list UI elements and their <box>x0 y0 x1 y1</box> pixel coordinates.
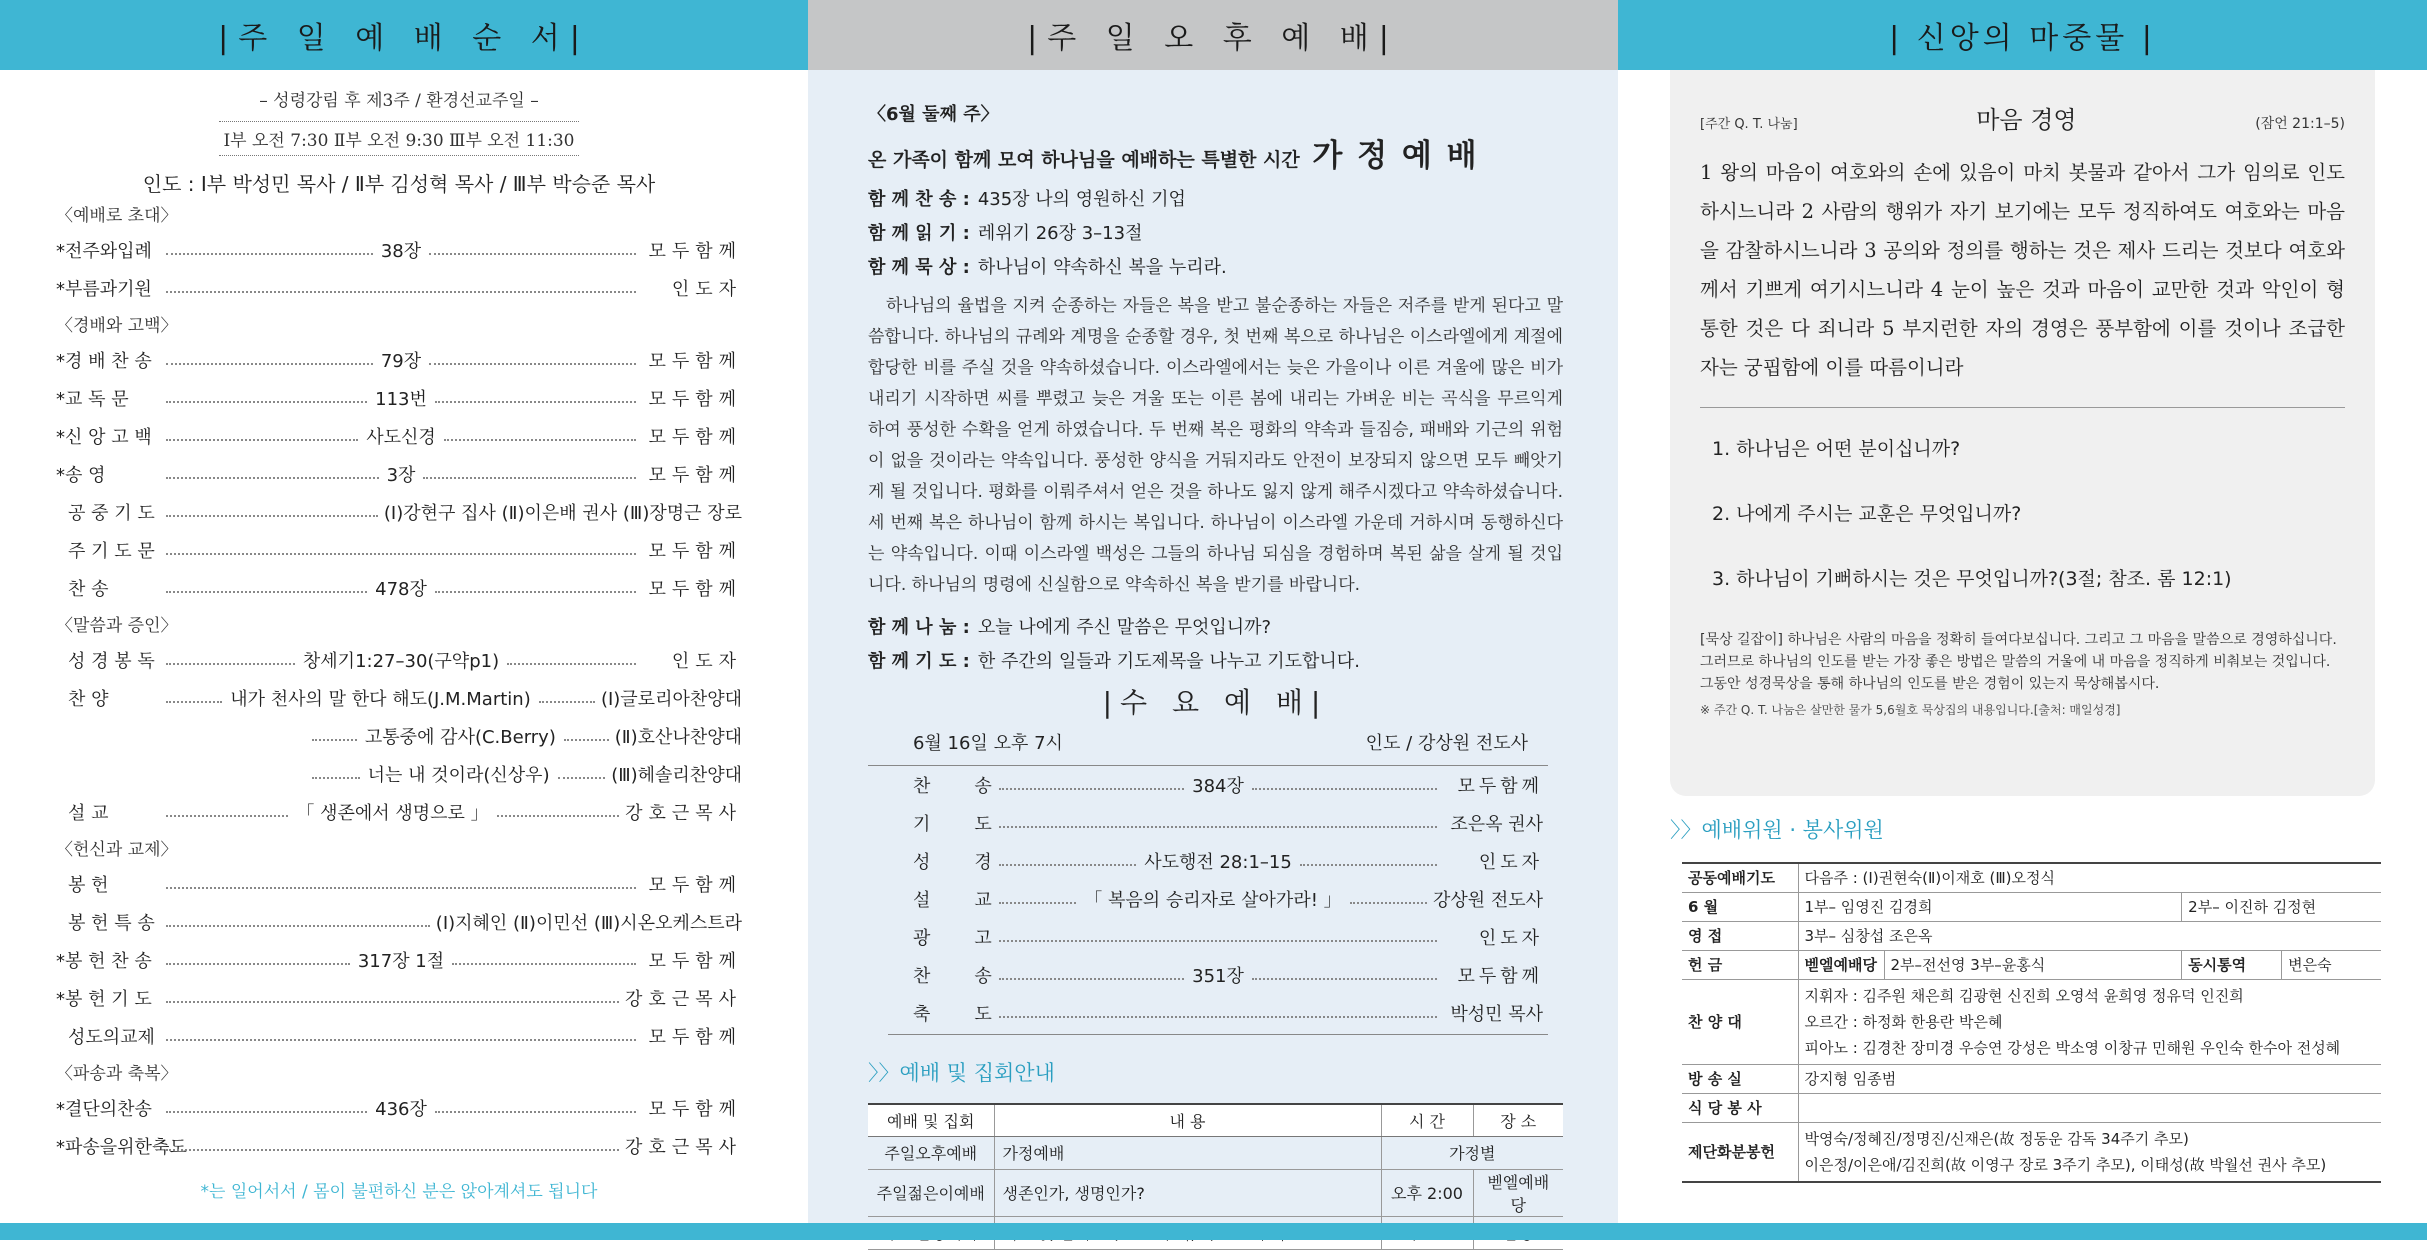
order-item-person: 모두함께 <box>648 241 743 262</box>
order-section-title: 〈파송과 축복〉 <box>56 1064 178 1084</box>
guide-section-title: 〉〉예배 및 집회안내 <box>868 1061 1055 1085</box>
wednesday-row <box>868 918 1563 956</box>
season-subtitle: – 성령강림 후 제3주 / 환경선교주일 – <box>259 91 539 111</box>
meditate-value: 하나님이 약속하신 복을 누리라. <box>977 257 1227 278</box>
wednesday-title: |수 요 예 배| <box>1102 686 1329 719</box>
order-item-detail: 38장 <box>380 241 422 262</box>
table-row <box>1682 950 2381 979</box>
afternoon-header: |주 일 오 후 예 배| <box>808 0 1618 70</box>
wednesday-item-name: 기도 <box>913 814 1036 835</box>
dot-leader <box>999 788 1184 790</box>
order-item-name: *전주와입례 <box>56 241 152 262</box>
order-item-name: 찬 송 <box>68 579 109 600</box>
dot-leader <box>1252 788 1437 790</box>
wednesday-date: 6월 16일 오후 7시 <box>913 733 1063 754</box>
share-line <box>868 613 1563 639</box>
order-row <box>56 417 742 455</box>
wednesday-item-detail: 351장 <box>1192 966 1244 987</box>
dot-leader <box>435 401 636 403</box>
guide-place: 벧엘예배당 <box>1473 1169 1563 1216</box>
qt-question-1: 1. 하나님은 어떤 분이십니까? <box>1712 438 1961 460</box>
wednesday-item-name: 성경 <box>913 852 1036 873</box>
dot-leader <box>166 1149 619 1151</box>
share-label: 함 께 나 눔 : <box>868 617 970 638</box>
dot-leader <box>166 815 288 817</box>
wednesday-item-detail: 사도행전 28:1–15 <box>1144 852 1292 873</box>
wednesday-row <box>868 766 1563 804</box>
order-item-name: 봉 헌 <box>68 875 109 896</box>
guide-name: 주일젊은이예배 <box>868 1169 994 1216</box>
table-row <box>1682 1093 2381 1122</box>
qt-reference: (잠언 21:1–5) <box>2255 116 2345 132</box>
offering-label: 헌 금 <box>1682 950 1798 979</box>
greet-value: 3부– 심창섭 조은옥 <box>1798 921 2381 950</box>
week-label: 〈6월 둘째 주〉 <box>868 104 999 125</box>
dot-leader <box>558 777 606 779</box>
order-row <box>56 903 742 941</box>
table-row <box>868 1169 1563 1216</box>
bottom-strip <box>0 1223 2427 1240</box>
order-item-name: *봉 헌 기 도 <box>56 989 152 1010</box>
dot-leader <box>539 701 595 703</box>
table-row <box>1682 979 2381 1064</box>
order-item-detail: 113번 <box>375 389 427 410</box>
june-second: 2부– 이진하 김정현 <box>2182 892 2381 921</box>
altar-label: 제단화분봉헌 <box>1682 1122 1798 1182</box>
meditate-label: 함 께 묵 상 : <box>868 257 970 278</box>
order-row <box>56 493 742 531</box>
servers-table <box>1682 862 2381 1183</box>
order-item-name: 공 중 기 도 <box>68 503 155 524</box>
broadcast-value: 강지형 임종범 <box>1798 1064 2381 1093</box>
order-list <box>56 201 742 1165</box>
wednesday-order-list <box>868 766 1563 1032</box>
order-row <box>56 941 742 979</box>
share-value: 오늘 나에게 주신 말씀은 무엇입니까? <box>977 617 1272 638</box>
offering-value: 2부–전선영 3부–윤홍식 <box>1884 950 2182 979</box>
order-item-detail: 사도신경 <box>366 427 436 448</box>
altar-value <box>1798 1122 2381 1182</box>
hymn-line <box>868 185 1563 211</box>
dot-leader <box>166 663 295 665</box>
kitchen-value <box>1798 1093 2381 1122</box>
dot-leader <box>999 940 1437 942</box>
wednesday-item-person: 인도자 <box>1478 852 1544 873</box>
wednesday-item-person: 강상원 전도사 <box>1432 890 1543 911</box>
order-item-person: 모두함께 <box>648 541 742 562</box>
order-item-name: 주 기 도 문 <box>68 541 155 562</box>
qt-meditation: [묵상 길잡이] 하나님은 사람의 마음을 정확히 들여다보십니다. 그리고 그 마음을 말씀으로 경영하십니다. 그러므로 하나님의 인도를 받는 가장 좋은 방법은 말씀의 거울에 내 마음을 정직하게 비춰보는 것입니다. 그동안 성경묵상을 통해 하나님의 인도를 받은 경험이 있는지 묵상해봅시다. <box>1700 632 2337 692</box>
order-item-person: (Ⅰ)강현구 집사 (Ⅱ)이은배 권사 (Ⅲ)장명근 장로 <box>383 503 742 524</box>
dot-leader <box>564 739 609 741</box>
wednesday-item-name: 설교 <box>913 890 1036 911</box>
wednesday-row <box>868 994 1563 1032</box>
order-row <box>56 793 742 831</box>
order-row <box>56 379 742 417</box>
june-first: 1부– 임영진 김경희 <box>1798 892 2182 921</box>
read-label: 함 께 읽 기 : <box>868 223 970 244</box>
order-row <box>56 341 742 379</box>
prayer-value: 다음주 : (Ⅰ)권현숙(Ⅱ)이재호 (Ⅲ)오정식 <box>1798 863 2381 892</box>
dot-leader <box>1252 978 1437 980</box>
order-item-name: *신 앙 고 백 <box>56 427 152 448</box>
wednesday-item-person: 모두함께 <box>1457 966 1543 987</box>
dot-leader <box>423 477 636 479</box>
order-item-person: 인도자 <box>671 279 742 300</box>
order-item-detail: 내가 천사의 말 한다 해도(J.M.Martin) <box>230 689 531 710</box>
dot-leader <box>166 591 367 593</box>
order-item-person: (Ⅰ)글로리아찬양대 <box>600 689 743 710</box>
sermon-paragraph: 하나님의 율법을 지켜 순종하는 자들은 복을 받고 불순종하는 자들은 저주를 받게 된다고 말씀합니다. 하나님의 규례와 계명을 순종할 경우, 첫 번째 복으로 하나님은 이스라엘에게 계절에 합당한 비를 주실 것을 약속하셨습니다. 이스라엘에서는 늦은 가을이나 이른 겨울에 많은 비가 내리기 시작하면 씨를 뿌렸고 늦은 겨울 또는 이른 봄에 내리는 가벼운 비는 곡식을 무르익게 하여 풍성한 수확을 얻게 하였습니다. 두 번째 복은 평화의 약속과 들짐승, 패배와 기근의 위험이 없을 것이라는 약속입니다. 풍성한 양식을 거둬지라도 안전이 보장되지 않으면 모두 빼앗기게 될 것입니다. 평화를 이뤄주셔서 얻은 것을 하나도 잃지 않게 해주시겠다고 약속하셨습니다. 세 번째 복은 하나님이 함께 하시는 복입니다. 하나님이 이스라엘 가운데 거하시며 동행하신다는 약속입니다. 이때 이스라엘 백성은 그들의 하나님 되심을 경험하며 복된 삶을 살게 될 것입니다. 하나님의 명령에 신실함으로 약속하신 복을 받기를 바랍니다. <box>868 296 1563 595</box>
order-item-person: 강호근목사 <box>625 803 743 824</box>
table-row <box>1682 1064 2381 1093</box>
order-row <box>56 231 742 269</box>
wednesday-row <box>868 956 1563 994</box>
june-label: 6 월 <box>1682 892 1798 921</box>
qt-tag: [주간 Q. T. 나눔] <box>1700 117 1798 132</box>
wednesday-item-detail: 384장 <box>1192 776 1244 797</box>
wednesday-bottom-rule <box>888 1034 1548 1035</box>
order-item-name: *파송을위한축도 <box>56 1137 187 1158</box>
order-item-name: *부름과기원 <box>56 279 152 300</box>
order-section-title: 〈말씀과 증인〉 <box>56 616 178 636</box>
order-section-title: 〈경배와 고백〉 <box>56 316 178 336</box>
qt-title: 마음 경영 <box>1976 106 2077 134</box>
qt-source-note: ※ 주간 Q. T. 나눔은 살만한 물가 5,6월호 묵상집의 내용입니다.[출처: 매일성경] <box>1700 703 2121 717</box>
table-row <box>868 1136 1563 1169</box>
dot-leader <box>1300 864 1437 866</box>
qt-card <box>1670 70 2375 796</box>
order-section-title: 〈헌신과 교제〉 <box>56 840 178 860</box>
service-leaders: 인도 : Ⅰ부 박성민 목사 / Ⅱ부 김성혁 목사 / Ⅲ부 박승준 목사 <box>142 172 656 196</box>
wednesday-item-person: 인도자 <box>1478 928 1543 949</box>
kitchen-label: 식 당 봉 사 <box>1682 1093 1798 1122</box>
read-line <box>868 219 1563 245</box>
order-row <box>56 865 742 903</box>
wednesday-item-name: 광고 <box>913 928 1036 949</box>
dot-leader <box>166 701 222 703</box>
wednesday-item-detail: 「 복음의 승리자로 살아가라! 」 <box>1084 890 1342 911</box>
order-item-person: 인도자 <box>671 651 743 672</box>
family-worship-headline <box>868 130 1563 175</box>
dot-leader <box>435 591 636 593</box>
order-item-person: 모두함께 <box>648 951 742 972</box>
choir-label: 찬 양 대 <box>1682 979 1798 1064</box>
dot-leader <box>166 1039 636 1041</box>
table-row <box>1682 892 2381 921</box>
guide-col-content: 내 용 <box>994 1104 1381 1136</box>
headline-lead: 온 가족이 함께 모여 하나님을 예배하는 특별한 시간 <box>868 149 1300 171</box>
table-row <box>1682 1122 2381 1182</box>
read-value: 레위기 26장 3–13절 <box>977 223 1143 244</box>
pray-value: 한 주간의 일들과 기도제목을 나누고 기도합니다. <box>977 651 1360 672</box>
order-item-detail: 436장 <box>375 1099 427 1120</box>
order-row <box>56 569 742 607</box>
table-row <box>1682 863 2381 892</box>
wednesday-row <box>868 804 1563 842</box>
order-item-detail: 317장 1절 <box>357 951 445 972</box>
order-section-title: 〈예배로 초대〉 <box>56 206 178 226</box>
headline-big: 가 정 예 배 <box>1312 138 1479 174</box>
order-item-person: (Ⅱ)호산나찬양대 <box>614 727 742 748</box>
interp-value: 변은숙 <box>2282 950 2381 979</box>
dot-leader <box>166 253 373 255</box>
guide-name: 주일오후예배 <box>868 1136 994 1169</box>
dot-leader <box>166 477 379 479</box>
afternoon-column <box>808 0 1618 1240</box>
order-item-name: *교 독 문 <box>56 389 129 410</box>
altar-line-1: 박영숙/정혜진/정명진/신재은(故 정동운 감독 34주기 추모) <box>1804 1129 2189 1148</box>
order-row <box>56 1127 742 1165</box>
standing-note: *는 일어서서 / 몸이 불편하신 분은 앉아계셔도 됩니다 <box>200 1182 598 1202</box>
order-item-detail: 너는 내 것이라(신상우) <box>367 765 550 786</box>
wednesday-item-name: 찬송 <box>913 966 1036 987</box>
interp-label: 동시통역 <box>2182 950 2282 979</box>
guide-place: 가정별 <box>1381 1136 1563 1169</box>
guide-col-place: 장 소 <box>1473 1104 1563 1136</box>
dot-leader <box>166 1111 367 1113</box>
order-row <box>56 269 742 307</box>
order-item-person: (Ⅰ)지혜인 (Ⅱ)이민선 (Ⅲ)시온오케스트라 <box>435 913 742 934</box>
order-item-name: *결단의찬송 <box>56 1099 152 1120</box>
dot-leader <box>429 253 636 255</box>
altar-line-2: 이은정/이은애/김진희(故 이영구 장로 3주기 추모), 이태성(故 박월선 권사 추모) <box>1804 1155 2327 1174</box>
dot-leader <box>444 439 636 441</box>
guide-time: 오후 2:00 <box>1381 1169 1473 1216</box>
faith-header: | 신앙의 마중물 | <box>1618 0 2427 70</box>
wednesday-row <box>868 842 1563 880</box>
wednesday-item-person: 박성민 목사 <box>1450 1004 1543 1025</box>
dot-leader <box>999 1016 1437 1018</box>
order-item-name: 성도의교제 <box>68 1027 155 1048</box>
table-row <box>1682 921 2381 950</box>
wednesday-item-person: 조은옥 권사 <box>1450 814 1543 835</box>
order-item-name: *송 영 <box>56 465 106 486</box>
order-item-person: 모두함께 <box>648 875 742 896</box>
qt-question-3: 3. 하나님이 기뻐하시는 것은 무엇입니까?(3절; 참조. 롬 12:1) <box>1712 568 2232 590</box>
hymn-label: 함 께 찬 송 : <box>868 189 970 210</box>
wednesday-item-name: 찬송 <box>913 776 1036 797</box>
order-row <box>56 1017 742 1055</box>
dot-leader <box>507 663 636 665</box>
order-item-person: 모두함께 <box>648 351 743 372</box>
dot-leader <box>429 363 636 365</box>
dot-leader <box>1350 902 1427 904</box>
dot-leader <box>999 902 1076 904</box>
hymn-value: 435장 나의 영원하신 기업 <box>977 189 1186 210</box>
dot-leader <box>166 291 636 293</box>
choir-value <box>1798 979 2381 1064</box>
dot-leader <box>166 401 367 403</box>
order-row <box>56 755 742 793</box>
dot-leader <box>166 887 636 889</box>
dot-leader <box>999 826 1437 828</box>
order-item-person: 모두함께 <box>648 389 742 410</box>
qt-verse: 1 왕의 마음이 여호와의 손에 있음이 마치 봇물과 같아서 그가 임의로 인도하시느니라 2 사람의 행위가 자기 보기에는 모두 정직하여도 여호와는 마음을 감찰하시느니라 3 공의와 정의를 행하는 것은 제사 드리는 것보다 여호와께서 기쁘게 여기시느니라 4 눈이 높은 것과 마음이 교만한 것과 악인이 형통한 것은 다 죄니라 5 부지런한 자의 경영은 풍부함에 이를 것이나 조급한 자는 궁핍함에 이를 따름이니라 <box>1700 161 2345 379</box>
choir-piano: 피아노 : 김경찬 장미경 우승연 강성은 박소영 이창규 민해원 우인숙 한수아 전성혜 <box>1804 1038 2341 1057</box>
dot-leader <box>166 925 430 927</box>
order-item-name: 설 교 <box>68 803 109 824</box>
order-item-detail: 478장 <box>375 579 427 600</box>
sunday-order-column <box>0 0 808 1240</box>
order-row <box>56 717 742 755</box>
order-item-name: 찬 양 <box>68 689 109 710</box>
qt-divider <box>1700 407 2345 408</box>
faith-column <box>1618 0 2427 1240</box>
order-item-person: 강호근목사 <box>625 989 742 1010</box>
guide-content: 가정예배 <box>994 1136 1381 1169</box>
order-item-person: 모두함께 <box>648 427 742 448</box>
greet-label: 영 접 <box>1682 921 1798 950</box>
dot-leader <box>999 978 1184 980</box>
wednesday-row <box>868 880 1563 918</box>
order-item-name: *봉 헌 찬 송 <box>56 951 152 972</box>
offering-place: 벧엘예배당 <box>1798 950 1884 979</box>
service-times: Ⅰ부 오전 7:30 Ⅱ부 오전 9:30 Ⅲ부 오전 11:30 <box>219 121 579 156</box>
guide-col-time: 시 간 <box>1381 1104 1473 1136</box>
order-item-detail: 창세기1:27–30(구약p1) <box>302 651 500 672</box>
order-row <box>56 641 742 679</box>
order-item-person: 강호근목사 <box>625 1137 742 1158</box>
dot-leader <box>166 1001 619 1003</box>
order-row <box>56 455 742 493</box>
dot-leader <box>166 963 350 965</box>
sunday-order-header: |주 일 예 배 순 서| <box>0 0 808 70</box>
dot-leader <box>312 739 357 741</box>
order-item-name: 봉 헌 특 송 <box>68 913 155 934</box>
dot-leader <box>166 515 378 517</box>
servers-section-title: 〉〉예배위원 · 봉사위원 <box>1670 818 1884 842</box>
choir-conductor: 지휘자 : 김주원 채은희 김광현 신진희 오영석 윤희영 정유덕 인진희 <box>1804 986 2244 1005</box>
order-row <box>56 679 742 717</box>
wednesday-item-person: 모두함께 <box>1457 776 1543 797</box>
wednesday-item-name: 축도 <box>913 1004 1036 1025</box>
wednesday-leader: 인도 / 강상원 전도사 <box>1365 733 1528 754</box>
pray-label: 함 께 기 도 : <box>868 651 970 672</box>
dot-leader <box>166 553 636 555</box>
wednesday-info <box>868 729 1548 766</box>
qt-card-head <box>1700 100 2345 135</box>
order-row <box>56 979 742 1017</box>
order-item-name: *경 배 찬 송 <box>56 351 152 372</box>
broadcast-label: 방 송 실 <box>1682 1064 1798 1093</box>
dot-leader <box>166 439 358 441</box>
choir-organ: 오르간 : 하정화 한용란 박은혜 <box>1804 1012 2003 1031</box>
dot-leader <box>497 815 619 817</box>
qt-question-2: 2. 나에게 주시는 교훈은 무엇입니까? <box>1712 503 2022 525</box>
order-item-person: (Ⅲ)헤솔리찬양대 <box>611 765 742 786</box>
pray-line <box>868 647 1563 673</box>
order-item-detail: 3장 <box>386 465 416 486</box>
order-item-detail: 79장 <box>380 351 422 372</box>
order-item-person: 모두함께 <box>648 1027 742 1048</box>
order-item-person: 모두함께 <box>648 465 742 486</box>
dot-leader <box>312 777 360 779</box>
order-item-person: 모두함께 <box>648 1099 742 1120</box>
dot-leader <box>435 1111 636 1113</box>
order-row <box>56 1089 742 1127</box>
dot-leader <box>452 963 636 965</box>
order-item-name: 성 경 봉 독 <box>68 651 155 672</box>
order-item-detail: 고통중에 감사(C.Berry) <box>364 727 556 748</box>
order-row <box>56 531 742 569</box>
dot-leader <box>999 864 1136 866</box>
prayer-label: 공동예배기도 <box>1682 863 1798 892</box>
dot-leader <box>166 363 373 365</box>
guide-col-name: 예배 및 집회 <box>868 1104 994 1136</box>
order-item-person: 모두함께 <box>648 579 742 600</box>
guide-content: 생존인가, 생명인가? <box>994 1169 1381 1216</box>
guide-header-row <box>868 1104 1563 1136</box>
order-item-detail: 「 생존에서 생명으로 」 <box>296 803 489 824</box>
meditate-line <box>868 253 1563 279</box>
